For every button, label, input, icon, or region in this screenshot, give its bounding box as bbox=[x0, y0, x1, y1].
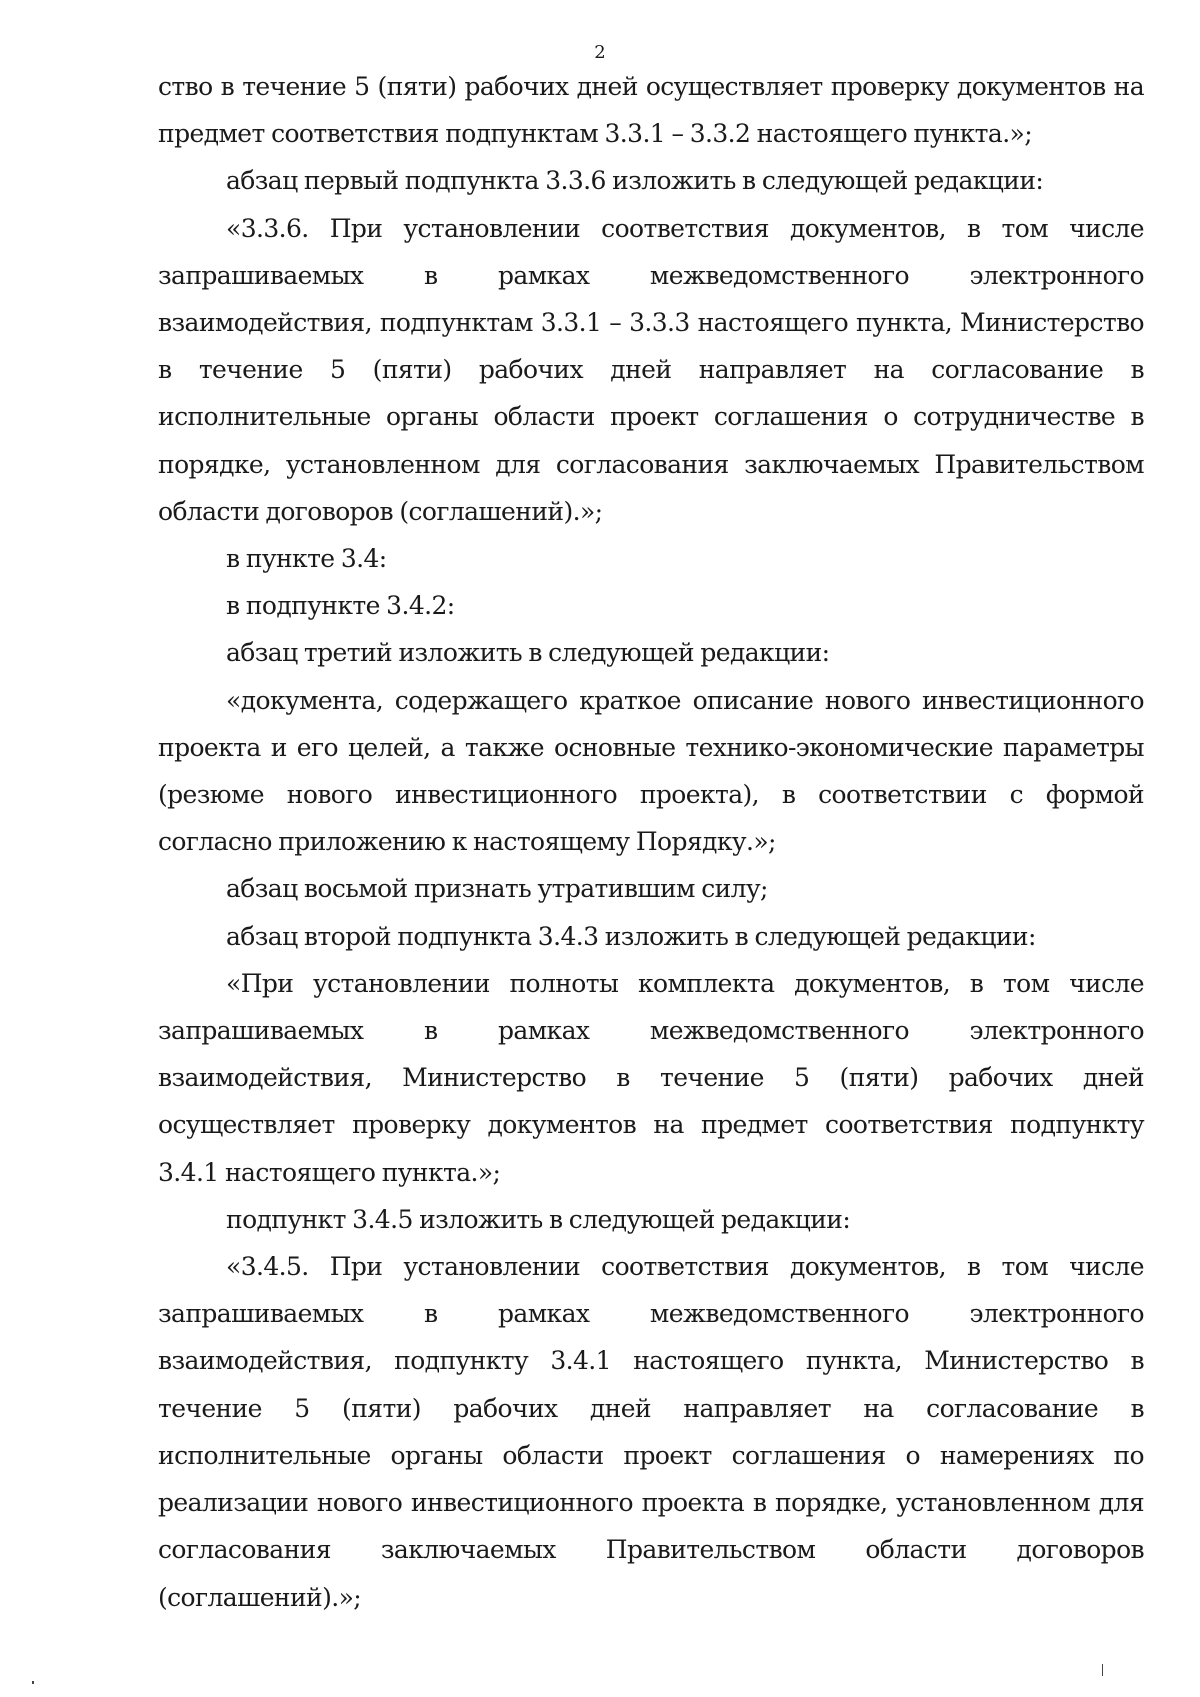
paragraph-quoted-text: «При установлении полноты комплекта документов, в том числе запрашиваемых в рамках межведомственного электронного взаимодействия, Министерство в течение 5 (пяти) рабочих дней осуществляет проверку документов на предмет соответствия подпункту 3.4.1 настоящего пункта.»; bbox=[158, 968, 1144, 1187]
paragraph-instruction: подпункт 3.4.5 изложить в следующей редакции: bbox=[226, 1204, 851, 1234]
page-number: 2 bbox=[594, 42, 606, 63]
paragraph-instruction: абзац первый подпункта 3.3.6 изложить в следующей редакции: bbox=[226, 166, 1044, 196]
scan-artifact bbox=[1102, 1664, 1103, 1676]
paragraph-instruction: абзац второй подпункта 3.4.3 изложить в следующей редакции: bbox=[226, 921, 1036, 951]
paragraph-instruction: абзац третий изложить в следующей редакции: bbox=[226, 638, 830, 668]
paragraph-instruction: в пункте 3.4: bbox=[226, 544, 387, 574]
paragraph-quoted-text: «документа, содержащего краткое описание нового инвестиционного проекта и его целей, а также основные технико-экономические параметры (резюме нового инвестиционного проекта), в соответствии с формой согласно приложению к настоящему Порядку.»; bbox=[158, 685, 1144, 857]
paragraph-quoted-text: «3.3.6. При установлении соответствия документов, в том числе запрашиваемых в рамках межведомственного электронного взаимодействия, подпунктам 3.3.1 – 3.3.3 настоящего пункта, Министерство в течение 5 (пяти) рабочих дней направляет на согласование в исполнительные органы области проект соглашения о сотрудничестве в порядке, установленном для согласования заключаемых Правительством области договоров (соглашений).»; bbox=[158, 213, 1144, 526]
document-body bbox=[158, 63, 1144, 1621]
scan-artifact bbox=[32, 1681, 34, 1684]
paragraph-instruction: в подпункте 3.4.2: bbox=[226, 591, 455, 621]
paragraph-quoted-text: «3.4.5. При установлении соответствия документов, в том числе запрашиваемых в рамках межведомственного электронного взаимодействия, подпункту 3.4.1 настоящего пункта, Министерство в течение 5 (пяти) рабочих дней направляет на согласование в исполнительные органы области проект соглашения о намерениях по реализации нового инвестиционного проекта в порядке, установленном для согласования заключаемых Правительством области договоров (соглашений).»; bbox=[158, 1252, 1144, 1612]
paragraph-continuation: ство в течение 5 (пяти) рабочих дней осуществляет проверку документов на предмет соответствия подпунктам 3.3.1 – 3.3.2 настоящего пункта.»; bbox=[158, 72, 1144, 149]
paragraph-instruction: абзац восьмой признать утратившим силу; bbox=[226, 874, 768, 904]
